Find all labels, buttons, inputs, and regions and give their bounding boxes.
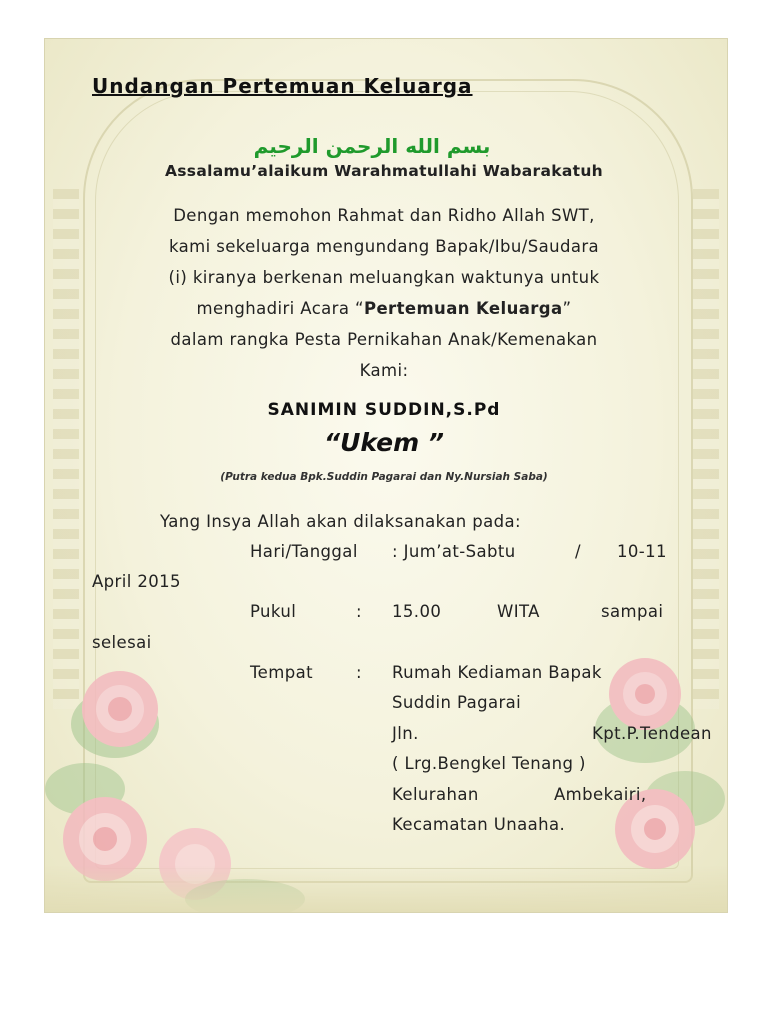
hari-value: : Jum’at-Sabtu [392, 542, 516, 561]
schedule-intro: Yang Insya Allah akan dilaksanakan pada: [160, 512, 521, 531]
groom-name: SANIMIN SUDDIN,S.Pd [267, 400, 501, 420]
groom-parents: (Putra kedua Bpk.Suddin Pagarai dan Ny.Nursiah Saba) [220, 471, 548, 483]
hari-date-cont: April 2015 [92, 572, 181, 591]
body-line-2: kami sekeluarga mengundang Bapak/Ibu/Saudara [168, 237, 600, 256]
tempat-line-2: Suddin Pagarai [392, 693, 522, 712]
body-line-3: (i) kiranya berkenan meluangkan waktunya untuk [168, 268, 600, 287]
tempat-line-1: Rumah Kediaman Bapak [392, 663, 602, 682]
tempat-line-4: ( Lrg.Bengkel Tenang ) [392, 754, 586, 773]
hari-label: Hari/Tanggal [250, 542, 358, 561]
tempat-line-5a: Kelurahan [392, 785, 479, 804]
body-line-5: dalam rangka Pesta Pernikahan Anak/Kemenakan [170, 330, 598, 349]
tempat-line-3b: Kpt.P.Tendean [592, 724, 712, 743]
pukul-cont: selesai [92, 633, 152, 652]
pukul-label: Pukul [250, 602, 297, 621]
pukul-time: 15.00 [392, 602, 442, 621]
tempat-line-3a: Jln. [392, 724, 419, 743]
event-name: Pertemuan Keluarga [363, 299, 563, 318]
tempat-line-5b: Ambekairi, [554, 785, 647, 804]
groom-nickname: “Ukem ” [324, 428, 444, 457]
page-title: Undangan Pertemuan Keluarga [92, 74, 473, 98]
greeting: Assalamu’alaikum Warahmatullahi Wabarakatuh [164, 162, 604, 180]
hari-slash: / [575, 542, 581, 561]
body-line-4-prefix: menghadiri Acara “ [196, 299, 364, 318]
body-line-6: Kami: [359, 361, 409, 380]
tempat-label: Tempat [250, 663, 313, 682]
bottom-band [45, 866, 727, 912]
basmalah-text: بسم الله الرحمن الرحيم [253, 134, 491, 158]
hari-date: 10-11 [617, 542, 667, 561]
pukul-colon: : [356, 602, 362, 621]
body-line-4-suffix: ” [562, 299, 572, 318]
tempat-line-6: Kecamatan Unaaha. [392, 815, 566, 834]
pukul-until: sampai [601, 602, 664, 621]
tempat-colon: : [356, 663, 362, 682]
body-line-4 [0, 299, 768, 318]
body-line-1: Dengan memohon Rahmat dan Ridho Allah SWT, [173, 206, 595, 225]
pukul-zone: WITA [497, 602, 540, 621]
